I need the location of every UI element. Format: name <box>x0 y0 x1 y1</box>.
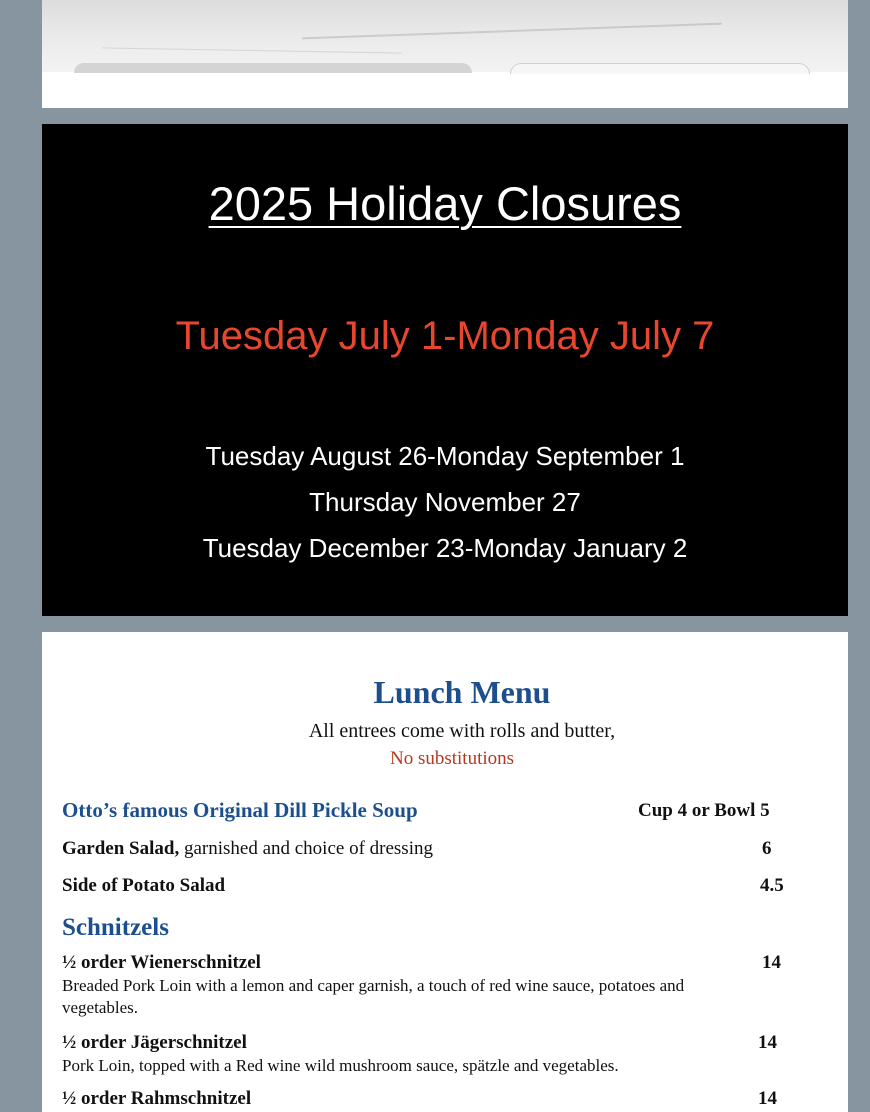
lunch-menu-panel <box>42 632 848 1112</box>
section-heading: Schnitzels <box>62 914 169 941</box>
menu-item <box>62 798 418 823</box>
menu-item-name: ½ order Rahmschnitzel <box>62 1088 252 1109</box>
menu-title: Lunch Menu <box>373 674 551 710</box>
closure-highlight-date: Tuesday July 1-Monday July 7 <box>175 314 715 358</box>
menu-item-name: Garden Salad, <box>62 838 180 859</box>
restaurant-photo <box>42 0 848 72</box>
holiday-closures-banner <box>42 124 848 616</box>
menu-item-price: 6 <box>762 838 772 859</box>
photo-texture <box>302 23 722 40</box>
menu-item-price: 14 <box>758 1032 777 1053</box>
menu-item-name: Otto’s famous Original Dill Pickle Soup <box>62 798 418 822</box>
menu-item <box>62 875 225 897</box>
closure-date: Thursday November 27 <box>309 487 581 517</box>
menu-subtitle: All entrees come with rolls and butter, <box>308 720 616 742</box>
closures-title: 2025 Holiday Closures <box>208 177 682 230</box>
menu-item-price: 14 <box>758 1088 777 1109</box>
closure-date: Tuesday December 23-Monday January 2 <box>202 533 688 563</box>
menu-item <box>62 1088 251 1110</box>
menu-item-description: Pork Loin, topped with a Red wine wild mushroom sauce, spätzle and vegetables. <box>62 1056 619 1075</box>
menu-item <box>62 1032 247 1054</box>
menu-item <box>62 838 433 860</box>
photo-caption-tab-left <box>74 63 472 73</box>
photo-caption-tab-right <box>510 63 810 74</box>
menu-item-name: Side of Potato Salad <box>62 875 226 896</box>
menu-item-name: ½ order Wienerschnitzel <box>62 952 261 973</box>
menu-item-name: ½ order Jägerschnitzel <box>62 1032 247 1053</box>
menu-item-description: Breaded Pork Loin with a lemon and caper garnish, a touch of red wine sauce, potatoes and vegetables. <box>62 976 685 1017</box>
photo-texture <box>102 47 402 53</box>
menu-item-price: 14 <box>762 952 781 973</box>
menu-item-price: 4.5 <box>760 875 784 896</box>
menu-item-price: Cup 4 or Bowl 5 <box>638 800 770 821</box>
closure-date: Tuesday August 26-Monday September 1 <box>205 441 685 471</box>
menu-item-detail: garnished and choice of dressing <box>179 838 433 859</box>
menu-item <box>62 952 261 974</box>
header-photo-panel <box>42 0 848 108</box>
menu-note: No substitutions <box>389 748 515 769</box>
